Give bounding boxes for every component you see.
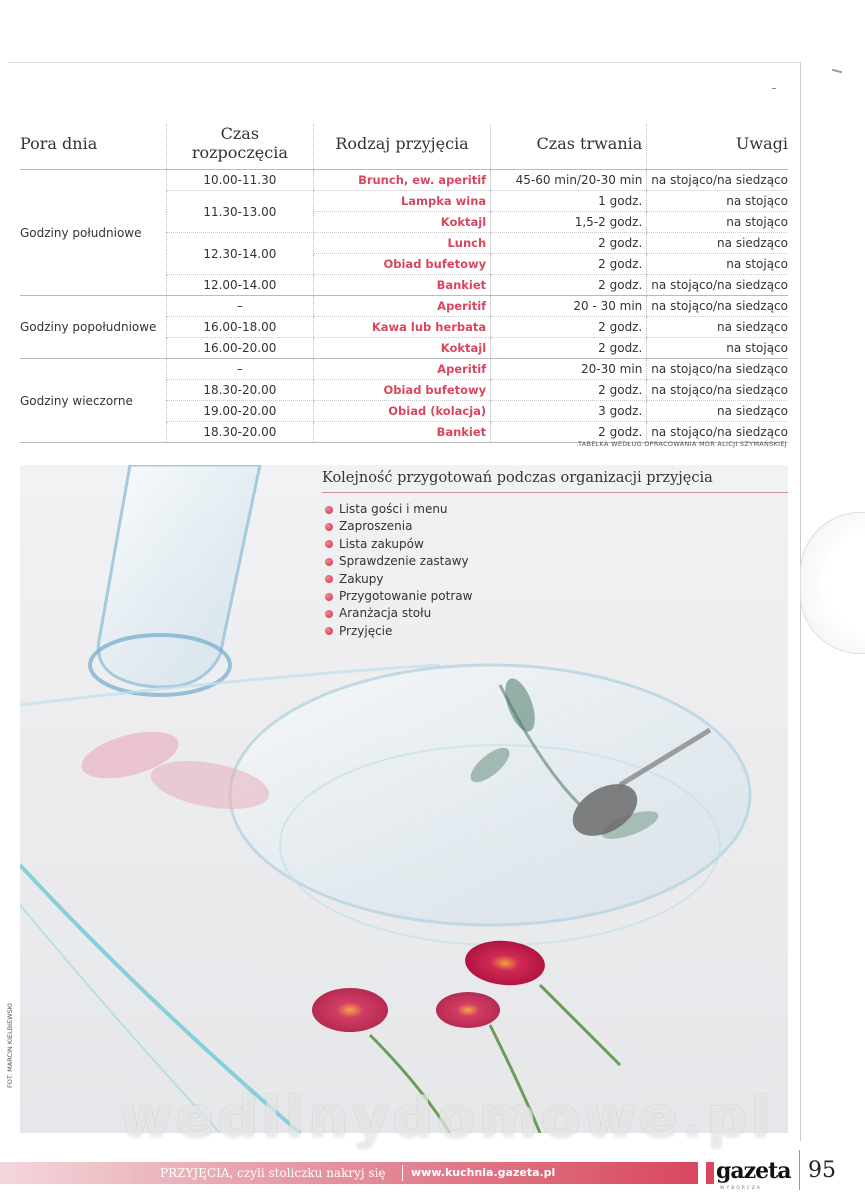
header-rodzaj-przyjecia: Rodzaj przyjęcia bbox=[313, 124, 490, 170]
footer-section-title: PRZYJĘCIA, czyli stoliczku nakryj się bbox=[160, 1166, 386, 1180]
start-time-cell: 19.00-20.00 bbox=[166, 401, 313, 422]
checklist-item-label: Sprawdzenie zastawy bbox=[339, 554, 469, 569]
bullet-icon bbox=[325, 610, 333, 618]
checklist-title: Kolejność przygotowań podczas organizacji przyjęcia bbox=[322, 470, 788, 493]
site-watermark: wedlinydomowe.pl bbox=[120, 1086, 775, 1151]
duration-cell: 2 godz. bbox=[491, 233, 647, 254]
footer-url-link[interactable]: www.kuchnia.gazeta.pl bbox=[411, 1166, 556, 1179]
duration-cell: 2 godz. bbox=[491, 338, 647, 359]
checklist-item bbox=[322, 501, 788, 518]
duration-cell: 2 godz. bbox=[491, 380, 647, 401]
reception-type-cell: Lampka wina bbox=[313, 191, 490, 212]
duration-cell: 2 godz. bbox=[491, 317, 647, 338]
table-body bbox=[20, 170, 788, 443]
note-cell: na stojąco/na siedząco bbox=[647, 296, 788, 317]
reception-type-cell: Kawa lub herbata bbox=[313, 317, 490, 338]
corner-mark bbox=[772, 88, 776, 89]
duration-cell: 3 godz. bbox=[491, 401, 647, 422]
bullet-icon bbox=[325, 523, 333, 531]
header-pora-dnia: Pora dnia bbox=[20, 124, 166, 170]
start-time-cell: 11.30-13.00 bbox=[166, 191, 313, 233]
note-cell: na stojąco/na siedząco bbox=[647, 275, 788, 296]
period-cell: Godziny południowe bbox=[20, 170, 166, 296]
duration-cell: 1,5-2 godz. bbox=[491, 212, 647, 233]
reception-type-cell: Bankiet bbox=[313, 422, 490, 443]
duration-cell: 2 godz. bbox=[491, 422, 647, 443]
brand-logo-subtitle: WYBORCZA bbox=[720, 1186, 762, 1191]
checklist-item bbox=[322, 536, 788, 553]
duration-cell: 2 godz. bbox=[491, 275, 647, 296]
margin-tick bbox=[832, 69, 842, 74]
duration-cell: 45-60 min/20-30 min bbox=[491, 170, 647, 191]
reception-type-cell: Aperitif bbox=[313, 359, 490, 380]
duration-cell: 20-30 min bbox=[491, 359, 647, 380]
checklist-item-label: Aranżacja stołu bbox=[339, 606, 432, 621]
checklist-item-label: Zaproszenia bbox=[339, 519, 413, 534]
checklist-item-label: Lista gości i menu bbox=[339, 502, 448, 516]
note-cell: na siedząco bbox=[647, 401, 788, 422]
bullet-icon bbox=[325, 540, 333, 548]
preparation-checklist bbox=[322, 470, 788, 640]
checklist-item-label: Przyjęcie bbox=[339, 623, 393, 638]
table-source-note: TABELKA WEDŁUG OPRACOWANIA MGR ALICJI SZYMAŃSKIEJ bbox=[577, 440, 787, 448]
checklist-item bbox=[322, 553, 788, 570]
table-row bbox=[20, 359, 788, 380]
duration-cell: 20 - 30 min bbox=[491, 296, 647, 317]
period-cell: Godziny wieczorne bbox=[20, 359, 166, 443]
note-cell: na stojąco/na siedząco bbox=[647, 422, 788, 443]
start-time-cell: 18.30-20.00 bbox=[166, 422, 313, 443]
header-czas-trwania: Czas trwania bbox=[491, 124, 647, 170]
bullet-icon bbox=[325, 575, 333, 583]
reception-type-cell: Obiad bufetowy bbox=[313, 254, 490, 275]
start-time-cell: 16.00-20.00 bbox=[166, 338, 313, 359]
checklist-item bbox=[322, 571, 788, 588]
reception-type-cell: Bankiet bbox=[313, 275, 490, 296]
table-header-row bbox=[20, 124, 788, 170]
note-cell: na stojąco/na siedząco bbox=[647, 359, 788, 380]
start-time-cell: 10.00-11.30 bbox=[166, 170, 313, 191]
duration-cell: 2 godz. bbox=[491, 254, 647, 275]
reception-type-cell: Obiad (kolacja) bbox=[313, 401, 490, 422]
bullet-icon bbox=[325, 506, 333, 514]
reception-type-cell: Aperitif bbox=[313, 296, 490, 317]
bullet-icon bbox=[325, 558, 333, 566]
note-cell: na stojąco bbox=[647, 212, 788, 233]
checklist-item bbox=[322, 588, 788, 605]
bullet-icon bbox=[325, 627, 333, 635]
reception-type-cell: Lunch bbox=[313, 233, 490, 254]
checklist-item bbox=[322, 623, 788, 640]
reception-schedule-table bbox=[20, 124, 788, 443]
start-time-cell: 12.00-14.00 bbox=[166, 275, 313, 296]
reception-type-cell: Obiad bufetowy bbox=[313, 380, 490, 401]
reception-type-cell: Koktajl bbox=[313, 212, 490, 233]
note-cell: na siedząco bbox=[647, 317, 788, 338]
photo-credit: FOT. MARCIN KIELBIEWSKI bbox=[6, 1003, 14, 1088]
note-cell: na stojąco bbox=[647, 191, 788, 212]
start-time-cell: 18.30-20.00 bbox=[166, 380, 313, 401]
start-time-cell: 12.30-14.00 bbox=[166, 233, 313, 275]
period-cell: Godziny popołudniowe bbox=[20, 296, 166, 359]
table-row bbox=[20, 296, 788, 317]
checklist-item-label: Lista zakupów bbox=[339, 536, 424, 551]
header-uwagi: Uwagi bbox=[647, 124, 788, 170]
note-cell: na stojąco/na siedząco bbox=[647, 170, 788, 191]
footer-divider bbox=[402, 1165, 403, 1181]
checklist-item bbox=[322, 605, 788, 622]
start-time-cell: – bbox=[166, 359, 313, 380]
brand-mark bbox=[706, 1162, 714, 1184]
note-cell: na stojąco/na siedząco bbox=[647, 380, 788, 401]
table-row bbox=[20, 170, 788, 191]
checklist-item bbox=[322, 518, 788, 535]
checklist-items bbox=[322, 501, 788, 640]
reception-type-cell: Brunch, ew. aperitif bbox=[313, 170, 490, 191]
duration-cell: 1 godz. bbox=[491, 191, 647, 212]
page-number-divider bbox=[799, 1150, 800, 1190]
checklist-item-label: Przygotowanie potraw bbox=[339, 588, 473, 603]
start-time-cell: – bbox=[166, 296, 313, 317]
note-cell: na siedząco bbox=[647, 233, 788, 254]
reception-type-cell: Koktajl bbox=[313, 338, 490, 359]
brand-logo: gazeta bbox=[716, 1158, 791, 1184]
header-czas-rozpoczecia: Czas rozpoczęcia bbox=[166, 124, 313, 170]
checklist-item-label: Zakupy bbox=[339, 571, 384, 586]
note-cell: na stojąco bbox=[647, 254, 788, 275]
note-cell: na stojąco bbox=[647, 338, 788, 359]
bullet-icon bbox=[325, 593, 333, 601]
page-number: 95 bbox=[808, 1158, 836, 1183]
start-time-cell: 16.00-18.00 bbox=[166, 317, 313, 338]
